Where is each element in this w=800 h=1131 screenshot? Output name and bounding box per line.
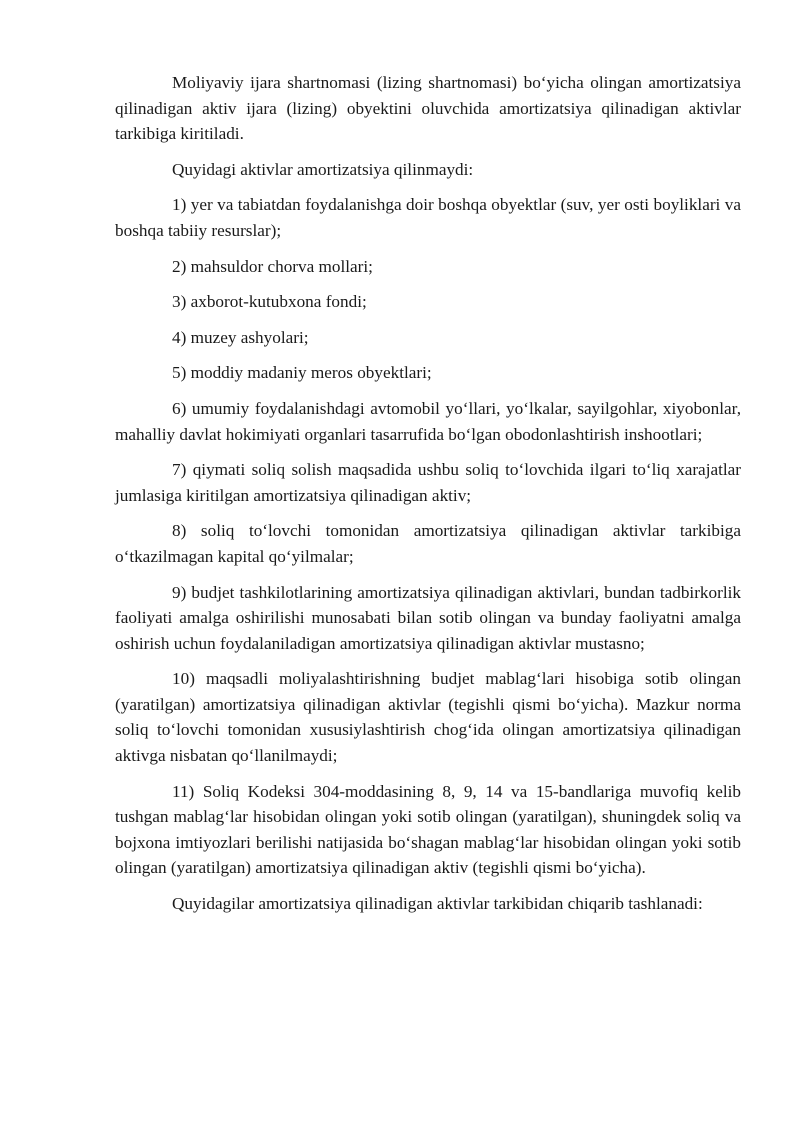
list-item-11: 11) Soliq Kodeksi 304-moddasining 8, 9, 14 va 15-bandlariga muvofiq kelib tushgan mablag‘lar hisobidan olingan yoki sotib olingan (yaratilgan), shuningdek soliq va bojxona imtiyozlari berilishi natijasida bo‘shagan mablag‘lar hisobidan olingan yoki sotib olingan (yaratilgan) amortizatsiya qilinadigan aktiv (tegishli qismi bo‘yicha). [115, 781, 741, 878]
list-item-5: 5) moddiy madaniy meros obyektlari; [172, 363, 432, 383]
list-item-4: 4) muzey ashyolari; [172, 327, 309, 347]
list-item-10: 10) maqsadli moliyalashtirishning budjet mablag‘lari hisobiga sotib olingan (yaratilgan) amortizatsiya qilinadigan aktivlar (tegishli qismi bo‘yicha). Mazkur norma soliq to‘lovchi tomonidan xususiylashtirish chog‘ida olingan amortizatsiya qilinadigan aktivga nisbatan qo‘llanilmaydi; [115, 669, 741, 766]
list-item-1: 1) yer va tabiatdan foydalanishga doir boshqa obyektlar (suv, yer osti boyliklari va boshqa tabiiy resurslar); [115, 195, 741, 240]
list-item-3: 3) axborot-kutubxona fondi; [172, 292, 367, 312]
list-item-9: 9) budjet tashkilotlarining amortizatsiya qilinadigan aktivlari, bundan tadbirkorlik faoliyati amalga oshirilishi munosabati bilan sotib olingan va bunday faoliyatni amalga oshirish uchun foydalaniladigan amortizatsiya qilinadigan aktivlar mustasno; [115, 582, 741, 653]
document-page [115, 70, 741, 917]
paragraph-excluded-heading: Quyidagilar amortizatsiya qilinadigan aktivlar tarkibidan chiqarib tashlanadi: [172, 894, 703, 914]
list-item-2: 2) mahsuldor chorva mollari; [172, 256, 373, 276]
list-item-7: 7) qiymati soliq solish maqsadida ushbu soliq to‘lovchida ilgari to‘liq xarajatlar jumlasiga kiritilgan amortizatsiya qilinadigan aktiv; [115, 460, 741, 505]
list-item-6: 6) umumiy foydalanishdagi avtomobil yo‘llari, yo‘lkalar, sayilgohlar, xiyobonlar, mahalliy davlat hokimiyati organlari tasarrufida bo‘lgan obodonlashtirish inshootlari; [115, 398, 741, 444]
paragraph-non-depreciable-heading: Quyidagi aktivlar amortizatsiya qilinmaydi: [172, 159, 474, 179]
list-item-8: 8) soliq to‘lovchi tomonidan amortizatsiya qilinadigan aktivlar tarkibiga o‘tkazilmagan kapital qo‘yilmalar; [115, 521, 741, 566]
paragraph-leasing-intro: Moliyaviy ijara shartnomasi (lizing shartnomasi) bo‘yicha olingan amortizatsiya qilinadigan aktiv ijara (lizing) obyektini oluvchida amortizatsiya qilinadigan aktivlar tarkibiga kiritiladi. [115, 73, 741, 144]
